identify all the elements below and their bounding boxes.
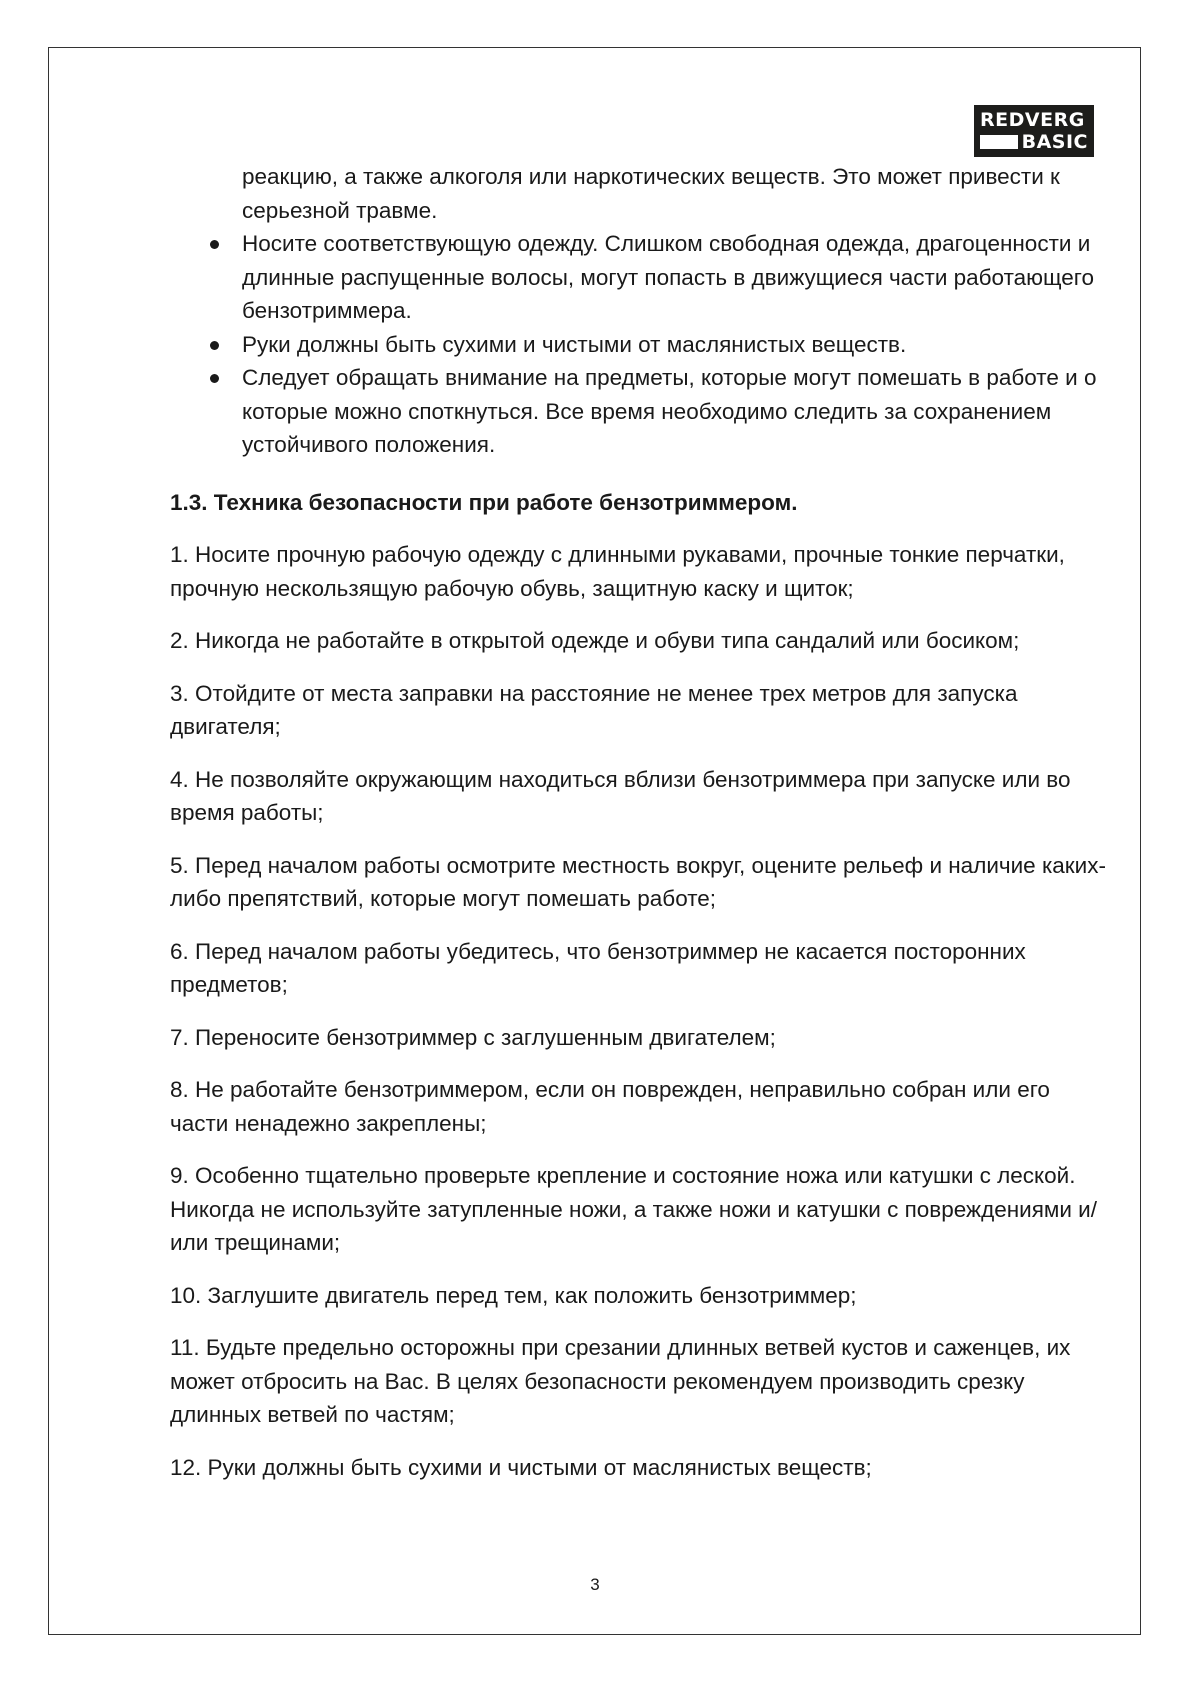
bullet-text: Следует обращать внимание на предметы, которые могут помешать в работе и о которые можно споткнуться. Все время необходимо следить за сохранением устойчивого положения. — [242, 365, 1097, 457]
paragraph-6: 6. Перед началом работы убедитесь, что бензотриммер не касается посторонних предметов; — [170, 938, 1026, 997]
bullet-text: Носите соответствующую одежду. Слишком свободная одежда, драгоценности и длинные распущенные волосы, могут попасть в движущиеся части работающего бензотриммера. — [242, 231, 1095, 323]
bullet-dot-icon — [210, 240, 219, 249]
paragraph-5: 5. Перед началом работы осмотрите местность вокруг, оцените рельеф и наличие каких-либо препятствий, которые могут помешать работе; — [170, 852, 1106, 911]
page-number: 3 — [590, 1575, 600, 1594]
continued-text: реакцию, а также алкоголя или наркотических веществ. Это может привести к серьезной травме. — [242, 164, 1060, 223]
brand-logo — [974, 105, 1094, 157]
paragraph-11: 11. Будьте предельно осторожны при срезании длинных ветвей кустов и саженцев, их может отбросить на Вас. В целях безопасности рекомендуем производить срезку длинных ветвей по частям; — [170, 1335, 1071, 1427]
section-heading: 1.3. Техника безопасности при работе бензотриммером. — [170, 489, 798, 515]
paragraph-4: 4. Не позволяйте окружающим находиться вблизи бензотриммера при запуске или во время работы; — [170, 766, 1071, 825]
bullet-text: Руки должны быть сухими и чистыми от маслянистых веществ. — [242, 331, 907, 357]
logo-bar-shape — [980, 135, 1018, 149]
paragraph-8: 8. Не работайте бензотриммером, если он поврежден, неправильно собран или его части ненадежно закреплены; — [170, 1077, 1050, 1136]
logo-line-1: REDVERG — [980, 109, 1085, 131]
paragraph-10: 10. Заглушите двигатель перед тем, как положить бензотриммер; — [170, 1282, 857, 1308]
bullet-dot-icon — [210, 341, 219, 350]
document-body — [170, 160, 1110, 1484]
paragraph-2: 2. Никогда не работайте в открытой одежде и обуви типа сандалий или босиком; — [170, 628, 1020, 653]
logo-line-2: BASIC — [1021, 131, 1088, 153]
bullet-item — [170, 361, 1110, 462]
paragraph-3: 3. Отойдите от места заправки на расстояние не менее трех метров для запуска двигателя; — [170, 680, 1018, 739]
bullet-item — [170, 328, 1110, 362]
paragraph-1: 1. Носите прочную рабочую одежду с длинными рукавами, прочные тонкие перчатки, прочную нескользящую рабочую обувь, защитную каску и щиток; — [170, 542, 1065, 601]
bullet-list — [170, 227, 1110, 462]
paragraph-7: 7. Переносите бензотриммер с заглушенным двигателем; — [170, 1024, 776, 1050]
paragraph-12: 12. Руки должны быть сухими и чистыми от маслянистых веществ; — [170, 1454, 872, 1480]
bullet-dot-icon — [210, 374, 219, 383]
logo-line-2-row — [980, 131, 1088, 153]
paragraph-9: 9. Особенно тщательно проверьте крепление и состояние ножа или катушки с леской. Никогда не используйте затупленные ножи, а также ножи и катушки с повреждениями и/или трещинами; — [170, 1163, 1097, 1255]
bullet-item — [170, 227, 1110, 328]
